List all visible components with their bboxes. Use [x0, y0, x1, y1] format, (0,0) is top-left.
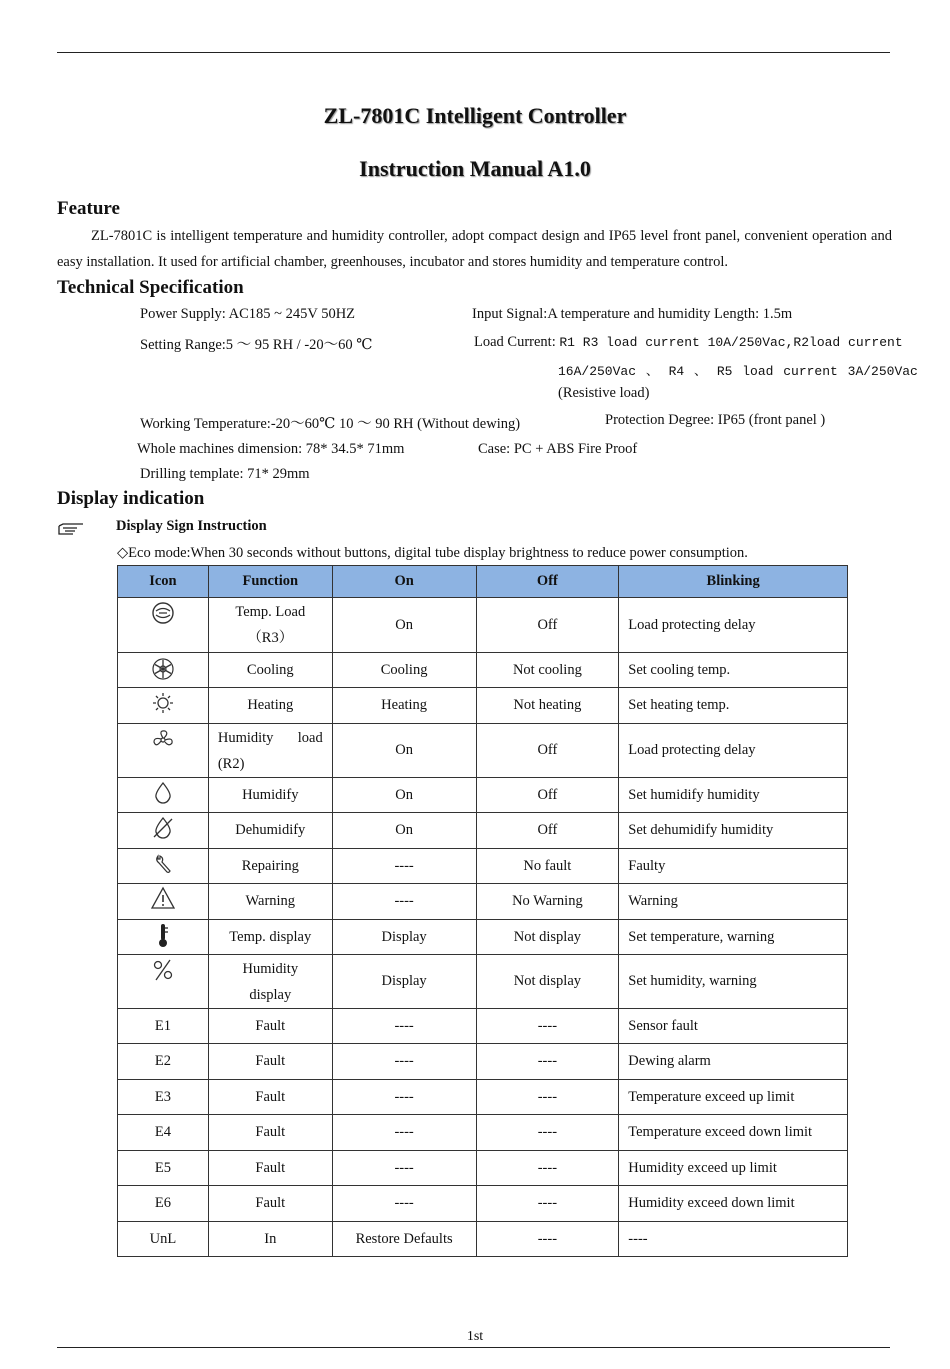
- table-cell-code: E4: [118, 1115, 209, 1151]
- table-cell-function: Warning: [208, 884, 332, 920]
- table-cell-blinking: Set cooling temp.: [619, 653, 848, 688]
- table-cell-function: Fault: [208, 1044, 332, 1080]
- table-cell-on: ----: [332, 1009, 476, 1044]
- table-cell-on: Cooling: [332, 653, 476, 688]
- display-subheading: Display Sign Instruction: [116, 518, 267, 534]
- table-row: [118, 653, 848, 688]
- header-function: Function: [208, 566, 332, 598]
- compressor-icon: [150, 600, 176, 626]
- table-cell-on: ----: [332, 1115, 476, 1151]
- table-row: [118, 1151, 848, 1186]
- table-row: [118, 849, 848, 884]
- spec-load-current: [474, 333, 903, 351]
- feature-heading: Feature: [57, 198, 120, 219]
- table-cell-blinking: Set humidity, warning: [619, 955, 848, 1009]
- table-cell-off: ----: [476, 1080, 619, 1115]
- table-cell-function: Temp. Load （R3）: [208, 598, 332, 653]
- no-droplet-icon: [150, 815, 176, 841]
- table-cell-off: Off: [476, 813, 619, 849]
- pointing-hand-icon: [57, 521, 87, 537]
- table-cell-blinking: Temperature exceed down limit: [619, 1115, 848, 1151]
- table-cell-blinking: Set humidify humidity: [619, 778, 848, 813]
- spec-protection: Protection Degree: IP65 (front panel ): [605, 412, 826, 428]
- table-cell-off: Not display: [476, 955, 619, 1009]
- header-on: On: [332, 566, 476, 598]
- table-cell-on: On: [332, 598, 476, 653]
- spec-heading: Technical Specification: [57, 277, 244, 298]
- table-cell-on: On: [332, 778, 476, 813]
- table-cell-on: Restore Defaults: [332, 1222, 476, 1257]
- table-cell-blinking: Set heating temp.: [619, 688, 848, 724]
- table-cell-function: Fault: [208, 1151, 332, 1186]
- load-current-line-3: (Resistive load): [558, 385, 650, 401]
- table-cell-off: Not display: [476, 920, 619, 955]
- table-cell-on: Display: [332, 955, 476, 1009]
- thermometer-icon: [150, 922, 176, 948]
- spec-dimension: Whole machines dimension: 78* 34.5* 71mm: [137, 441, 405, 457]
- header-blinking: Blinking: [619, 566, 848, 598]
- table-cell-blinking: Warning: [619, 884, 848, 920]
- table-cell-blinking: Set dehumidify humidity: [619, 813, 848, 849]
- spec-drilling: Drilling template: 71* 29mm: [140, 466, 310, 482]
- table-cell-off: Not cooling: [476, 653, 619, 688]
- table-cell-function: Fault: [208, 1186, 332, 1222]
- load-current-line-1: R1 R3 load current 10A/250Vac,R2load current: [559, 335, 903, 350]
- table-row: [118, 778, 848, 813]
- table-row: [118, 1115, 848, 1151]
- table-cell-code: E6: [118, 1186, 209, 1222]
- table-cell-function: Fault: [208, 1115, 332, 1151]
- table-cell-function: Fault: [208, 1009, 332, 1044]
- table-row: [118, 1080, 848, 1115]
- table-cell-on: Heating: [332, 688, 476, 724]
- table-cell-off: ----: [476, 1115, 619, 1151]
- table-cell-off: ----: [476, 1009, 619, 1044]
- table-row: [118, 1044, 848, 1080]
- table-cell-blinking: Dewing alarm: [619, 1044, 848, 1080]
- fan-icon: [150, 727, 176, 753]
- table-cell-code: E2: [118, 1044, 209, 1080]
- top-rule: [57, 52, 890, 53]
- table-cell-off: Off: [476, 724, 619, 778]
- spec-working-temp: Working Temperature:-20～60℃ 10 ～ 90 RH (Without dewing): [140, 416, 521, 432]
- table-cell-on: On: [332, 813, 476, 849]
- table-row: [118, 920, 848, 955]
- table-cell-function: Temp. display: [208, 920, 332, 955]
- table-cell-code: E3: [118, 1080, 209, 1115]
- page-title: ZL-7801C Intelligent Controller: [323, 103, 627, 128]
- table-cell-on: ----: [332, 1044, 476, 1080]
- table-row: [118, 598, 848, 653]
- table-cell-on: On: [332, 724, 476, 778]
- table-cell-blinking: Sensor fault: [619, 1009, 848, 1044]
- warning-icon: [150, 885, 176, 911]
- table-cell-on: ----: [332, 1186, 476, 1222]
- table-row: [118, 884, 848, 920]
- spec-case: Case: PC + ABS Fire Proof: [478, 441, 638, 457]
- sun-icon: [150, 690, 176, 716]
- table-cell-on: ----: [332, 1080, 476, 1115]
- table-cell-function: Dehumidify: [208, 813, 332, 849]
- load-current-line-2: 16A/250Vac 、 R4 、 R5 load current 3A/250Vac: [558, 364, 918, 379]
- bottom-rule: [57, 1347, 890, 1348]
- table-cell-code: UnL: [118, 1222, 209, 1257]
- table-cell-off: Not heating: [476, 688, 619, 724]
- table-cell-off: ----: [476, 1044, 619, 1080]
- header-icon: Icon: [118, 566, 209, 598]
- snowflake-icon: [150, 656, 176, 682]
- table-cell-function: Heating: [208, 688, 332, 724]
- table-cell-on: Display: [332, 920, 476, 955]
- table-cell-blinking: Humidity exceed down limit: [619, 1186, 848, 1222]
- eco-mode-note: ◇Eco mode:When 30 seconds without buttons, digital tube display brightness to reduce power consumption.: [117, 545, 748, 561]
- table-cell-function: Cooling: [208, 653, 332, 688]
- table-cell-function: Humidity display: [208, 955, 332, 1009]
- table-row: [118, 955, 848, 1009]
- display-heading: Display indication: [57, 488, 205, 509]
- table-cell-function: Repairing: [208, 849, 332, 884]
- spec-input-signal: Input Signal:A temperature and humidity Length: 1.5m: [472, 306, 793, 322]
- wrench-icon: [150, 851, 176, 877]
- display-sign-table: [117, 565, 848, 1257]
- table-row: [118, 1222, 848, 1257]
- table-cell-on: ----: [332, 884, 476, 920]
- table-cell-function: In: [208, 1222, 332, 1257]
- table-cell-off: Off: [476, 598, 619, 653]
- table-cell-blinking: Faulty: [619, 849, 848, 884]
- table-cell-blinking: ----: [619, 1222, 848, 1257]
- table-cell-function: Humidify: [208, 778, 332, 813]
- table-row: [118, 1009, 848, 1044]
- table-cell-off: ----: [476, 1186, 619, 1222]
- header-off: Off: [476, 566, 619, 598]
- table-row: [118, 724, 848, 778]
- table-cell-off: ----: [476, 1222, 619, 1257]
- table-cell-blinking: Set temperature, warning: [619, 920, 848, 955]
- table-cell-blinking: Load protecting delay: [619, 598, 848, 653]
- table-row: [118, 813, 848, 849]
- table-cell-blinking: Load protecting delay: [619, 724, 848, 778]
- table-row: [118, 688, 848, 724]
- feature-paragraph: ZL-7801C is intelligent temperature and humidity controller, adopt compact design and IP65 level front panel, convenient operation and easy installation. It used for artificial chamber, greenhouses, incubator and stores humidity and temperature control.: [57, 228, 892, 270]
- page-subtitle: Instruction Manual A1.0: [359, 156, 591, 181]
- table-cell-on: ----: [332, 1151, 476, 1186]
- table-cell-off: No fault: [476, 849, 619, 884]
- droplet-icon: [150, 780, 176, 806]
- table-cell-off: Off: [476, 778, 619, 813]
- table-cell-code: E5: [118, 1151, 209, 1186]
- load-current-label: Load Current:: [474, 334, 560, 350]
- table-row: [118, 1186, 848, 1222]
- page-number: 1st: [466, 1329, 484, 1344]
- table-cell-function: Fault: [208, 1080, 332, 1115]
- spec-power-supply: Power Supply: AC185 ~ 245V 50HZ: [140, 306, 356, 322]
- table-header-row: [118, 566, 848, 598]
- percent-icon: [150, 957, 176, 983]
- table-cell-on: ----: [332, 849, 476, 884]
- table-cell-blinking: Temperature exceed up limit: [619, 1080, 848, 1115]
- table-cell-off: No Warning: [476, 884, 619, 920]
- table-cell-blinking: Humidity exceed up limit: [619, 1151, 848, 1186]
- table-cell-off: ----: [476, 1151, 619, 1186]
- table-cell-code: E1: [118, 1009, 209, 1044]
- table-cell-function: Humidity load (R2): [208, 724, 332, 778]
- spec-setting-range: Setting Range:5 ～ 95 RH / -20～60 ℃: [140, 337, 373, 353]
